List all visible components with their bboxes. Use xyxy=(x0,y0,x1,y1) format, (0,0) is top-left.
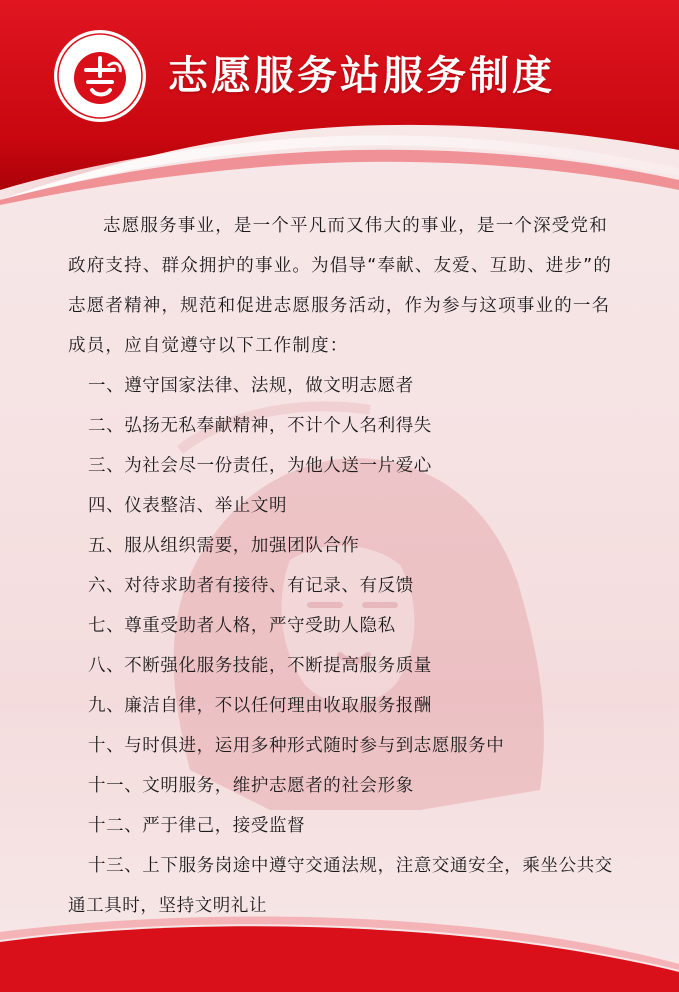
rule-item: 六、对待求助者有接待、有记录、有反馈 xyxy=(88,576,414,596)
heart-hand-logo-icon xyxy=(52,28,148,124)
regulation-body xyxy=(68,206,616,926)
intro-paragraph: 志愿服务事业，是一个平凡而又伟大的事业，是一个深受党和政府支持、群众拥护的事业。为倡导“奉献、友爱、互助、进步”的志愿者精神，规范和促进志愿服务活动，作为参与这项事业的一名成员，应自觉遵守以下工作制度： xyxy=(68,216,613,356)
footer-wave xyxy=(0,902,679,992)
rule-item: 十一、文明服务，维护志愿者的社会形象 xyxy=(88,776,414,796)
volunteer-logo xyxy=(52,28,148,124)
header-banner xyxy=(0,0,679,205)
page-title: 志愿服务站服务制度 xyxy=(168,53,555,99)
rule-item: 一、遵守国家法律、法规，做文明志愿者 xyxy=(88,376,414,396)
rule-item: 十三、上下服务岗途中遵守交通法规，注意交通安全，乘坐公共交通工具时，坚持文明礼让 xyxy=(68,856,613,916)
rule-item: 十、与时俱进，运用多种形式随时参与到志愿服务中 xyxy=(88,736,505,756)
rule-item: 八、不断强化服务技能，不断提高服务质量 xyxy=(88,656,432,676)
rule-item: 三、为社会尽一份责任，为他人送一片爱心 xyxy=(88,456,432,476)
rule-item: 九、廉洁自律，不以任何理由收取服务报酬 xyxy=(88,696,432,716)
rule-item: 七、尊重受助者人格，严守受助人隐私 xyxy=(88,616,396,636)
rule-item: 十二、严于律己，接受监督 xyxy=(88,816,306,836)
rule-item: 二、弘扬无私奉献精神，不计个人名利得失 xyxy=(88,416,432,436)
rule-item: 五、服从组织需要，加强团队合作 xyxy=(88,536,360,556)
rule-item: 四、仪表整洁、举止文明 xyxy=(88,496,288,516)
